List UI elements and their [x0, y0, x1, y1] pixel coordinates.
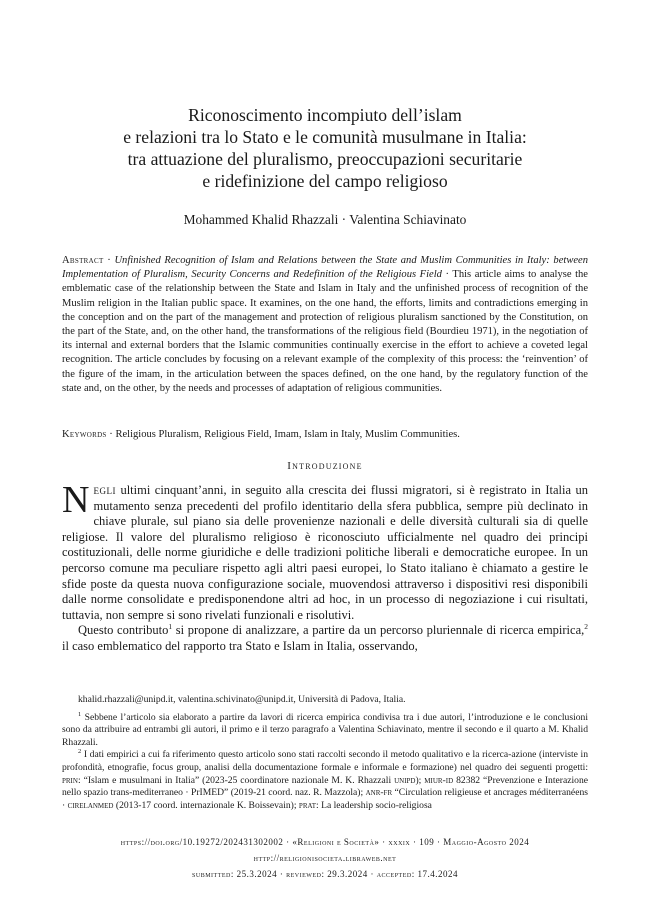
- title-line: e relazioni tra lo Stato e le comunità musulmane in Italia:: [123, 127, 527, 147]
- article-authors: Mohammed Khalid Rhazzali · Valentina Schiavinato: [183, 212, 467, 227]
- footnote-reference[interactable]: 1: [168, 622, 173, 632]
- footnote-text: Sebbene l’articolo sia elaborato a partire da lavori di ricerca empirica condivisa tra i due autori, l’introduzione e le conclusioni sono da attribuire ad entrambi gli autori, il primo e il terzo paragrafo a Valentina Schiavinato, mentre il secondo e il quarto a M. Khalid Rhazzali.: [62, 711, 589, 748]
- keywords-label: Keywords: [62, 429, 107, 440]
- section-heading: Introduzione: [287, 460, 363, 472]
- paragraph-text: Questo contributo: [78, 623, 169, 638]
- abstract-separator: ·: [441, 269, 453, 281]
- footer-doi-line[interactable]: [0, 837, 650, 847]
- footnote-number: 2: [78, 748, 82, 756]
- paragraph-text: il caso emblematico del rapporto tra Stato e Islam in Italia, osservando,: [62, 638, 418, 653]
- abstract: [62, 254, 588, 396]
- footnote-reference[interactable]: 2: [584, 622, 588, 632]
- keywords: [62, 428, 588, 442]
- footnote-text: I dati empirici a cui fa riferimento questo articolo sono stati raccolti secondo il metodo qualitativo e la ricerca-azione (interviste in profondità, etnografie, focus group, analisi della documentazione formale e informale e formazione) nel quadro dei seguenti progetti:: [62, 749, 588, 773]
- body-paragraph: [62, 479, 588, 623]
- footnote-text: 82382 “Prevenzione e Interazione nello spazio trans-mediterraneo · PrIMED” (2019-21 coord. naz. R. Mazzola);: [62, 774, 588, 799]
- footer-url-line[interactable]: [0, 853, 650, 863]
- keywords-text: Religious Pluralism, Religious Field, Imam, Islam in Italy, Muslim Communities.: [115, 429, 460, 440]
- body-paragraph: [62, 623, 588, 654]
- author-affiliation: khalid.rhazzali@unipd.it, valentina.schivinato@unipd.it, Università di Padova, Italia.: [78, 694, 406, 705]
- footnote-text: : La leadership socio-religiosa: [316, 799, 432, 811]
- body-text: [62, 479, 588, 655]
- title-line: e ridefinizione del campo religioso: [202, 171, 448, 191]
- project-acronym: anr-fr: [365, 787, 393, 799]
- footnote-text: (2013-17 coord. internazionale K. Boissevain);: [113, 799, 299, 811]
- footnote-number: 1: [78, 710, 82, 718]
- abstract-text: This article aims to analyse the emblematic case of the relationship between the State and Islam in Italy and the unfinished process of recognition of the Muslim religion in the Italian public space. It examines, on the one hand, the efforts, limits and contradictions emerging in the conception and on the part of the management and protection of religious pluralism sanctioned by the Constitution, on the part of the State, and, on the other hand, the transformations of the religious field (Bourdieu 1971), in the negotiation of its internal and external borders that the Islamic communities continually exercise in the effort to achieve a coveted legal recognition. The article concludes by focusing on a relevant example of the complexity of this process: the ‘reinvention’ of the figure of the imam, in the articulation between the spaces defined, on the one hand, by the regulatory function of the state and, on the other, by the needs and processes of adaptation of religious communities.: [62, 269, 588, 394]
- paragraph-text: ultimi cinquant’anni, in seguito alla crescita dei flussi migratori, si è registrato in Italia un mutamento senza precedenti del profilo identitario della sfera pubblica, sempre più declinato in chiave plurale, sul piano sia delle provenienze nazionali e delle diversità culturali sia di quelle religiose. Il valore del pluralismo religioso è riconosciuto ufficialmente nel quadro dei principi costituzionali, delle norme giuridiche e delle tradizioni politiche liberali e democratiche europee. In un percorso comune ma peculiare rispetto agli altri paesi europei, lo Stato italiano è chiamato a gestire le sfide poste da questa nuova configurazione sociale, muovendosi attraverso i dispositivi resi disponibili dalle norme consolidate e predisponendone altri ad hoc, in un processo di negoziazione i cui risultati, tuttavia, non sempre si sono rivelati funzionali e risolutivi.: [62, 483, 588, 622]
- keywords-separator: ·: [106, 429, 116, 440]
- project-acronym: miur-id: [424, 774, 454, 786]
- article-title: [0, 104, 650, 192]
- project-acronym: cirelanmed: [67, 799, 114, 811]
- footer-citation[interactable]: https://doi.org/10.19272/202431302002 · «Religioni e Società» · xxxix · 109 · Maggio-Agosto 2024: [120, 837, 530, 847]
- footnote: [62, 749, 588, 812]
- footnote-text: : “Islam e musulmani in Italia” (2023-25 coordinatore nazionale M. K. Rhazzali: [77, 774, 395, 786]
- title-line: tra attuazione del pluralismo, preoccupazioni securitarie: [127, 149, 523, 169]
- submission-dates: submitted: 25.3.2024 · reviewed: 29.3.2024 · accepted: 17.4.2024: [192, 869, 458, 879]
- project-acronym: unipd: [394, 774, 416, 786]
- abstract-english-title: Unfinished Recognition of Islam and Relations between the State and Muslim Communities in Italy: between Implementation of Pluralism, Security Concerns and Redefinition of the Religious Field: [62, 255, 588, 281]
- footnote-text: );: [415, 774, 425, 786]
- abstract-separator: ·: [103, 255, 115, 266]
- title-line: Riconoscimento incompiuto dell’islam: [188, 105, 462, 125]
- journal-url-link[interactable]: http://religionisocieta.libraweb.net: [253, 853, 397, 863]
- project-acronym: prat: [298, 799, 317, 811]
- paragraph-text: si propone di analizzare, a partire da un percorso pluriennale di ricerca empirica,: [172, 623, 585, 638]
- footnote: [62, 712, 588, 750]
- footer-dates-line: [0, 869, 650, 879]
- abstract-label: Abstract: [62, 255, 104, 266]
- drop-cap: N: [62, 479, 90, 521]
- project-acronym: prin: [62, 774, 78, 786]
- footnote-text: “Circulation religieuse et ancrages méditerranéens ·: [62, 787, 588, 811]
- lead-small-caps: egli: [93, 483, 116, 497]
- footnotes: [62, 694, 588, 812]
